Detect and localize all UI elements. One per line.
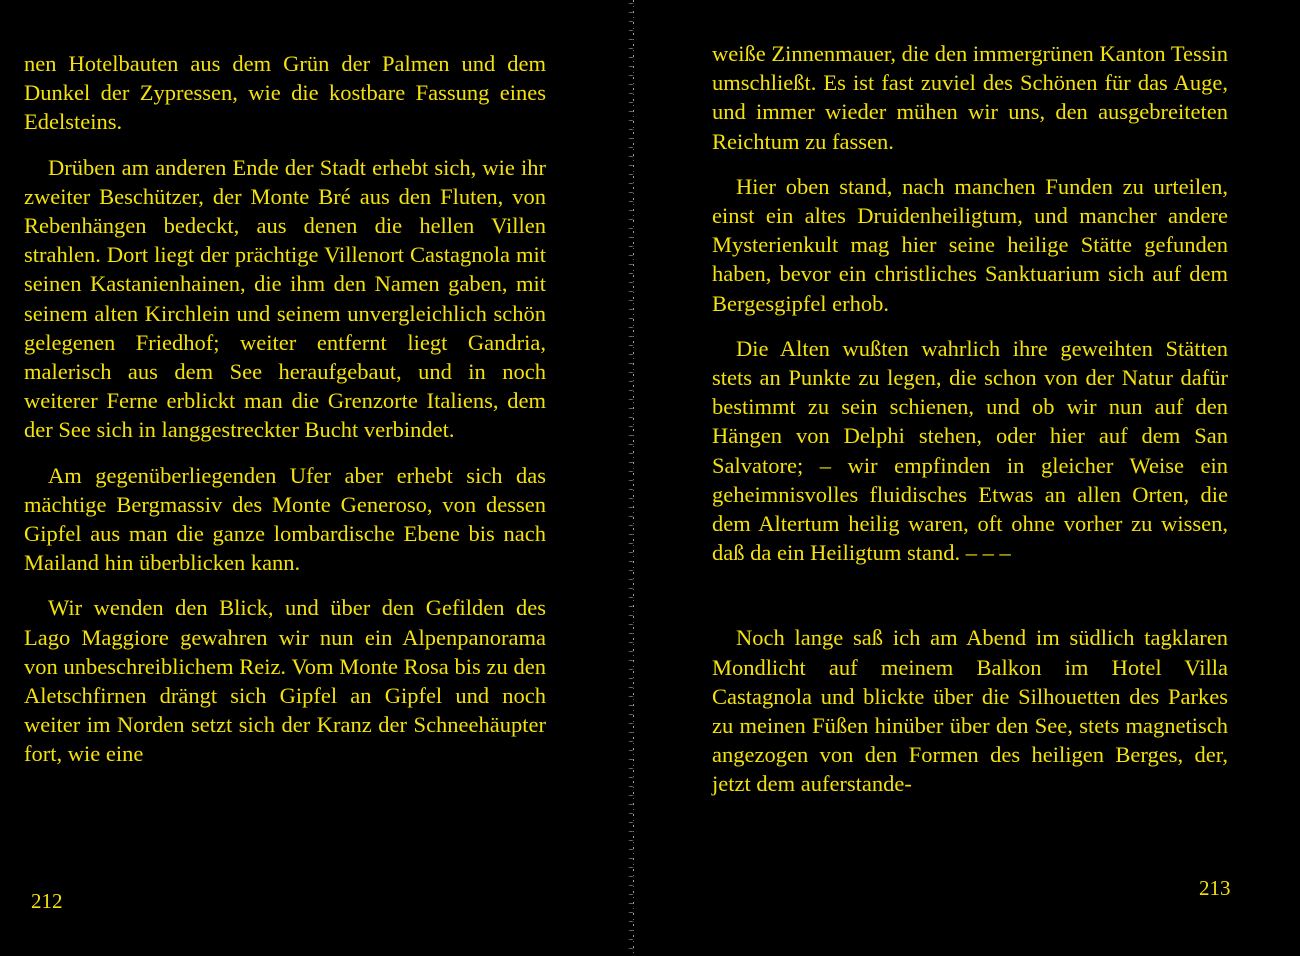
paragraph: Drüben am anderen Ende der Stadt erhebt sich, wie ihr zweiter Beschützer, der Monte Bré aus den Fluten, von Rebenhängen bedeckt, aus denen die hellen Villen strahlen. Dort liegt der prächtige Villenort Castagnola mit seinen Kastanienhainen, die ihm den Namen gaben, mit seinem alten Kirchlein und seinem unvergleichlich schön gelegenen Friedhof; weiter entfernt liegt Gandria, malerisch aus dem See heraufgebaut, und in noch weiterer Ferne erblickt man die Grenzorte Italiens, dem der See sich in langgestreckter Bucht verbindet. <box>24 154 546 443</box>
paragraph: Noch lange saß ich am Abend im südlich tagklaren Mondlicht auf meinem Balkon im Hotel Villa Castagnola und blickte über die Silhouetten des Parkes zu meinen Füßen hinüber über den See, stets magnetisch angezogen von den Formen des heiligen Berges, der, jetzt dem auferstande- <box>712 625 1228 797</box>
paragraph: Wir wenden den Blick, und über den Gefilden des Lago Maggiore gewahren wir nun ein Alpenpanorama von unbeschreiblichem Reiz. Vom Monte Rosa bis zu den Aletschfirnen drängt sich Gipfel an Gipfel und noch weiter im Norden setzt sich der Kranz der Schneehäupter fort, wie eine <box>24 595 546 767</box>
book-spine-line <box>633 0 634 956</box>
page-number-right: 213 <box>1199 876 1231 900</box>
paragraph: Hier oben stand, nach manchen Funden zu urteilen, einst ein altes Druidenheiligtum, und mancher andere Mysterienkult mag hier seine heilige Stätte gefunden haben, bevor ein christliches Sanktuarium sich auf dem Bergesgipfel erhob. <box>712 173 1228 316</box>
left-page <box>0 0 635 956</box>
page-number-left: 212 <box>31 889 63 913</box>
paragraph: Am gegenüberliegenden Ufer aber erhebt sich das mächtige Bergmassiv des Monte Generoso, von dessen Gipfel aus man die ganze lombardische Ebene bis nach Mailand hin überblicken kann. <box>24 462 546 576</box>
paragraph: weiße Zinnenmauer, die den immergrünen Kanton Tessin umschließt. Es ist fast zuviel des Schönen für das Auge, und immer wieder mühen wir uns, den ausgebreiteten Reichtum zu fassen. <box>712 41 1228 154</box>
right-page-text <box>712 39 1228 799</box>
left-page-text <box>24 49 546 769</box>
paragraph: nen Hotelbauten aus dem Grün der Palmen und dem Dunkel der Zypressen, wie die kostbare Fassung eines Edelsteins. <box>24 51 546 135</box>
paragraph: Die Alten wußten wahrlich ihre geweihten Stätten stets an Punkte zu legen, die schon von der Natur dafür bestimmt zu sein schienen, und ob wir nun auf den Hängen von Delphi stehen, oder hier auf dem San Salvatore; – wir empfinden in gleicher Weise ein geheimnisvolles fluidisches Etwas an allen Orten, die dem Altertum heilig waren, oft ohne vorher zu wissen, daß da ein Heiligtum stand. – – – <box>712 335 1228 566</box>
